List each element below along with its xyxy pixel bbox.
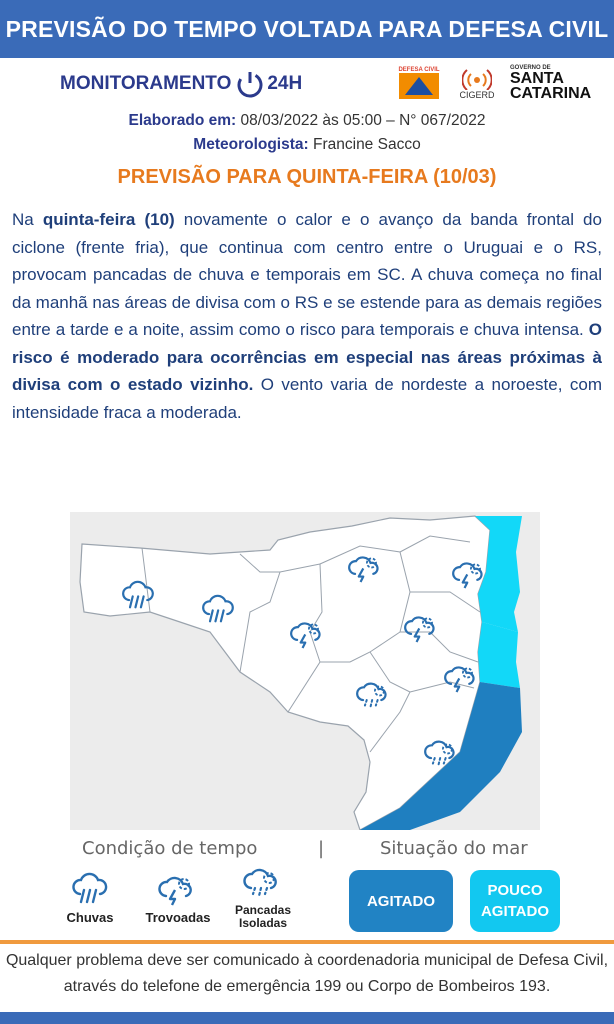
legend-mar-label: Situação do mar bbox=[380, 838, 528, 859]
rain-icon bbox=[200, 594, 240, 625]
sea-agitado-badge: AGITADO bbox=[349, 870, 453, 932]
header-bar bbox=[0, 0, 614, 58]
legend-trovoadas: Trovoadas bbox=[138, 872, 218, 925]
cigerd-logo: CIGERD bbox=[452, 62, 502, 104]
defesa-civil-logo: DEFESA CIVIL bbox=[397, 62, 441, 104]
rain-icon bbox=[120, 580, 160, 611]
thunder-icon bbox=[346, 552, 386, 583]
isolated-showers-icon bbox=[354, 680, 394, 711]
legend-separator: | bbox=[318, 838, 325, 859]
sea-pouco-agitado-center bbox=[478, 622, 520, 688]
isolated-showers-icon bbox=[422, 738, 462, 769]
sea-pouco-agitado-badge: POUCO AGITADO bbox=[470, 870, 560, 932]
thunder-icon bbox=[442, 662, 482, 693]
logo-row bbox=[0, 58, 614, 110]
forecast-text: Na quinta-feira (10) novamente o calor e o avanço da banda frontal do ciclone (frente fria), que continua com centro entre o Uruguai e o RS, provocam pancadas de chuva e temporais em SC. A chuva começa no final da manhã nas áreas de divisa com o RS e se estende para as demais regiões entre a tarde e a noite, assim como o risco para temporais e chuva intensa. O risco é moderado para ocorrências em especial nas áreas próximas à divisa com o estado vizinho. O vento varia de nordeste a noroeste, com intensidade fraca a moderada. bbox=[12, 210, 602, 422]
footer-divider bbox=[0, 940, 614, 944]
isolated-showers-icon bbox=[241, 866, 285, 900]
weather-map bbox=[70, 512, 540, 830]
legend-condicao-label: Condição de tempo bbox=[82, 838, 258, 859]
forecast-title: PREVISÃO PARA QUINTA-FEIRA (10/03) bbox=[117, 166, 497, 188]
rain-icon bbox=[70, 872, 110, 906]
monitoramento-logo: MONITORAMENTO 24H bbox=[60, 66, 302, 102]
thunder-icon bbox=[402, 612, 442, 643]
legend-pancadas-isoladas: Pancadas Isoladas bbox=[228, 866, 298, 930]
meteorologista-line: Meteorologista: Francine Sacco bbox=[193, 136, 421, 153]
power-ring-icon bbox=[235, 69, 265, 99]
legend-chuvas: Chuvas bbox=[60, 872, 120, 925]
thunder-icon bbox=[288, 618, 328, 649]
defesa-civil-emblem-icon bbox=[399, 73, 439, 99]
thunder-icon bbox=[450, 558, 490, 589]
elaborado-line: Elaborado em: 08/03/2022 às 05:00 – N° 067/2022 bbox=[128, 112, 486, 129]
page-title: PREVISÃO DO TEMPO VOLTADA PARA DEFESA CIVIL bbox=[5, 16, 609, 42]
bottom-bar bbox=[0, 1012, 614, 1024]
governo-sc-logo: GOVERNO DE SANTA CATARINA bbox=[510, 65, 592, 102]
footer-notice: Qualquer problema deve ser comunicado à coordenadoria municipal de Defesa Civil, através do telefone de emergência 199 ou Corpo de Bombeiros 193. bbox=[5, 952, 609, 995]
signal-icon bbox=[462, 66, 492, 90]
thunder-icon bbox=[156, 872, 200, 906]
